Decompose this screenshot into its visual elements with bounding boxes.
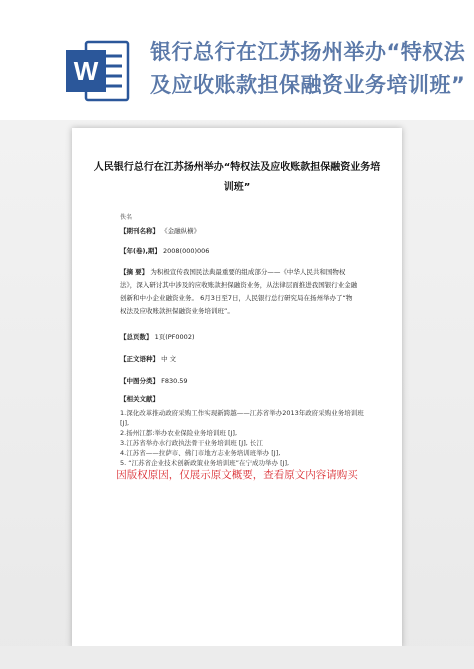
pages-label: 【总页数】 [120, 333, 153, 341]
year-value: 2008(000)006 [163, 247, 210, 255]
related-item[interactable]: 1.深化改革推动政府采购工作实现新跨越——江苏省举办2013年政府采购业务培训班 [J], [120, 409, 364, 427]
related-item[interactable]: 2.扬州江都:举办农业保险业务培训班 [J], [120, 429, 238, 437]
language-value: 中 文 [161, 355, 177, 363]
abstract-text: 为积极宣传我国民法典最重要的组成部分——《中华人民共和国物权法》，深入研讨其中涉及的应收账款担保融资业务，从法律层面推进我国银行业金融创新和中小企业融资业务。 6月3日至7日，人民银行总行研究局在扬州举办了“物权法及应收账款担保融资业务培训班”。 [120, 268, 358, 315]
related-label: 【相关文献】 [120, 395, 159, 403]
year-label: 【年(卷),期】 [120, 247, 161, 255]
related-list [120, 408, 364, 468]
language-label: 【正文语种】 [120, 355, 159, 363]
pages-value: 1页(PF0002) [154, 333, 195, 341]
related-heading [120, 394, 159, 404]
classification-value: F830.59 [161, 377, 188, 385]
document-page [72, 128, 402, 648]
author: 佚名 [120, 214, 133, 221]
classification-field [120, 376, 188, 386]
related-item[interactable]: 3.江苏省举办水行政执法骨干业务培训班 [J], 长江 [120, 439, 263, 447]
abstract-field [120, 266, 358, 318]
banner-title: 银行总行在江苏扬州举办“特权法及应收账款担保融资业务培训班” [150, 40, 466, 97]
classification-label: 【中图分类】 [120, 377, 159, 385]
year-field [120, 246, 209, 256]
copyright-notice: 因版权原因，仅展示原文概要，查看原文内容请购买 [116, 469, 358, 481]
journal-label: 【期刊名称】 [120, 227, 159, 235]
abstract-label: 【摘 要】 [120, 268, 149, 276]
pages-field [120, 332, 195, 342]
language-field [120, 354, 176, 364]
word-document-icon [64, 38, 132, 104]
svg-text:W: W [73, 56, 99, 86]
journal-value: 《金融纵横》 [161, 227, 201, 235]
related-item[interactable]: 4.江苏省——拉萨市、佛门市地方志业务培训班举办 [J], [120, 449, 281, 457]
related-item[interactable]: 5. “江苏省企业技术创新政策业务培训班”在宁成功举办 [J], [120, 459, 290, 467]
journal-field [120, 226, 200, 236]
bottom-strip [0, 646, 474, 669]
document-title: 人民银行总行在江苏扬州举办“特权法及应收账款担保融资业务培训班” [93, 162, 381, 193]
header-banner [0, 0, 474, 120]
